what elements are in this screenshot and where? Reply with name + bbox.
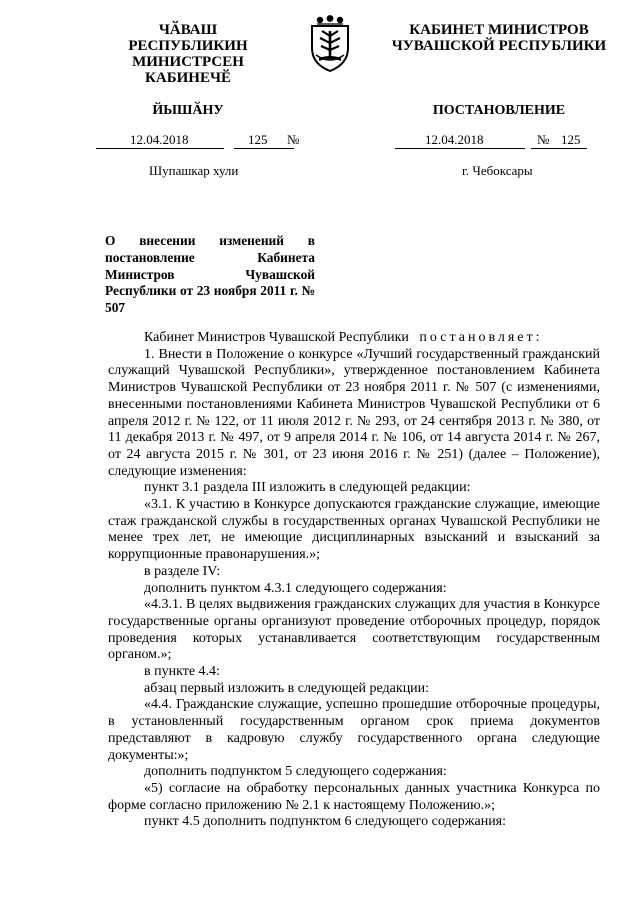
document-body	[108, 330, 600, 831]
header-left-line2: МИНИСТРСЕН КАБИНЕЧӖ	[132, 54, 244, 86]
intro-resolves: постановляет:	[419, 330, 543, 345]
left-number-sign: №	[287, 132, 300, 147]
right-number: 125	[561, 132, 581, 147]
header-right-line2: ЧУВАШСКОЙ РЕСПУБЛИКИ	[391, 38, 607, 54]
body-paragraph: абзац первый изложить в следующей редакции:	[144, 680, 430, 696]
document-subject: О внесении изменений в постановление Кабинета Министров Чувашской Республики от 23 ноября 2011 г. № 507	[105, 233, 315, 316]
emblem-of-chuvashia-icon	[303, 14, 357, 74]
body-paragraph: «3.1. К участию в Конкурсе допускаются гражданские служащие, имеющие стаж гражданской службы в государственных органах Чувашской Республики не менее трех лет, не имеющие дисциплинарных взысканий и взысканий за коррупционные правонарушения.»;	[108, 497, 600, 563]
header-right-authority	[388, 22, 610, 54]
intro-paragraph	[108, 330, 600, 347]
body-paragraph: пункт 4.5 дополнить подпунктом 6 следующего содержания:	[144, 814, 507, 830]
body-paragraph: 1. Внести в Положение о конкурсе «Лучший государственный гражданский служащий Чувашской Республики», утвержденное постановлением Кабинета Министров Чувашской Республики от 23 ноября 2011 г. № 507 (с изменениями, внесенными постановлениями Кабинета Министров Чувашской Республики от 6 апреля 2012 г. № 122, от 11 июля 2012 г. № 293, от 24 сентября 2013 г. № 380, от 11 декабря 2013 г. № 497, от 9 апреля 2014 г. № 106, от 14 августа 2014 г. № 267, от 24 августа 2015 г. № 301, от 23 июня 2016 г. № 251) (далее – Положение), следующие изменения:	[108, 346, 600, 479]
left-place: Шупашкар хули	[149, 163, 239, 178]
header-left-doc-type: ЙЫШӐНУ	[152, 103, 224, 118]
left-date: 12.04.2018	[130, 132, 189, 147]
body-paragraph: пункт 3.1 раздела III изложить в следующей редакции:	[144, 480, 471, 496]
left-date-underline	[96, 148, 224, 149]
body-paragraph: в разделе IV:	[144, 563, 221, 579]
body-paragraph: «4.3.1. В целях выдвижения гражданских служащих для участия в Конкурсе государственные органы организуют проведение отборочных процедур, порядок проведения которых устанавливается соответствующим государственным органом.»;	[108, 597, 600, 663]
header-left-authority	[98, 22, 278, 86]
right-date-underline	[395, 148, 525, 149]
header-right-doc-type: ПОСТАНОВЛЕНИЕ	[432, 103, 566, 118]
body-paragraph: дополнить подпунктом 5 следующего содержания:	[144, 764, 447, 780]
body-paragraph: дополнить пунктом 4.3.1 следующего содержания:	[144, 580, 447, 596]
header-left-line1: ЧӐВАШ РЕСПУБЛИКИН	[128, 22, 248, 54]
body-paragraph: в пункте 4.4:	[144, 664, 220, 680]
header-right-line1: КАБИНЕТ МИНИСТРОВ	[409, 22, 589, 38]
right-date: 12.04.2018	[425, 132, 484, 147]
left-number-underline	[234, 148, 294, 149]
body-paragraph: «5) согласие на обработку персональных данных участника Конкурса по форме согласно приложению № 2.1 к настоящему Положению.»;	[108, 780, 600, 813]
right-number-sign: №	[537, 132, 550, 147]
left-number: 125	[248, 132, 268, 147]
body-paragraph: «4.4. Гражданские служащие, успешно прошедшие отборочные процедуры, в установленный государственным органом срок приема документов представляют в кадровую службу государственного органа следующие документы:»;	[108, 697, 600, 763]
right-place: г. Чебоксары	[462, 163, 533, 178]
intro-prefix: Кабинет Министров Чувашской Республики	[144, 330, 409, 345]
right-number-underline	[531, 148, 587, 149]
